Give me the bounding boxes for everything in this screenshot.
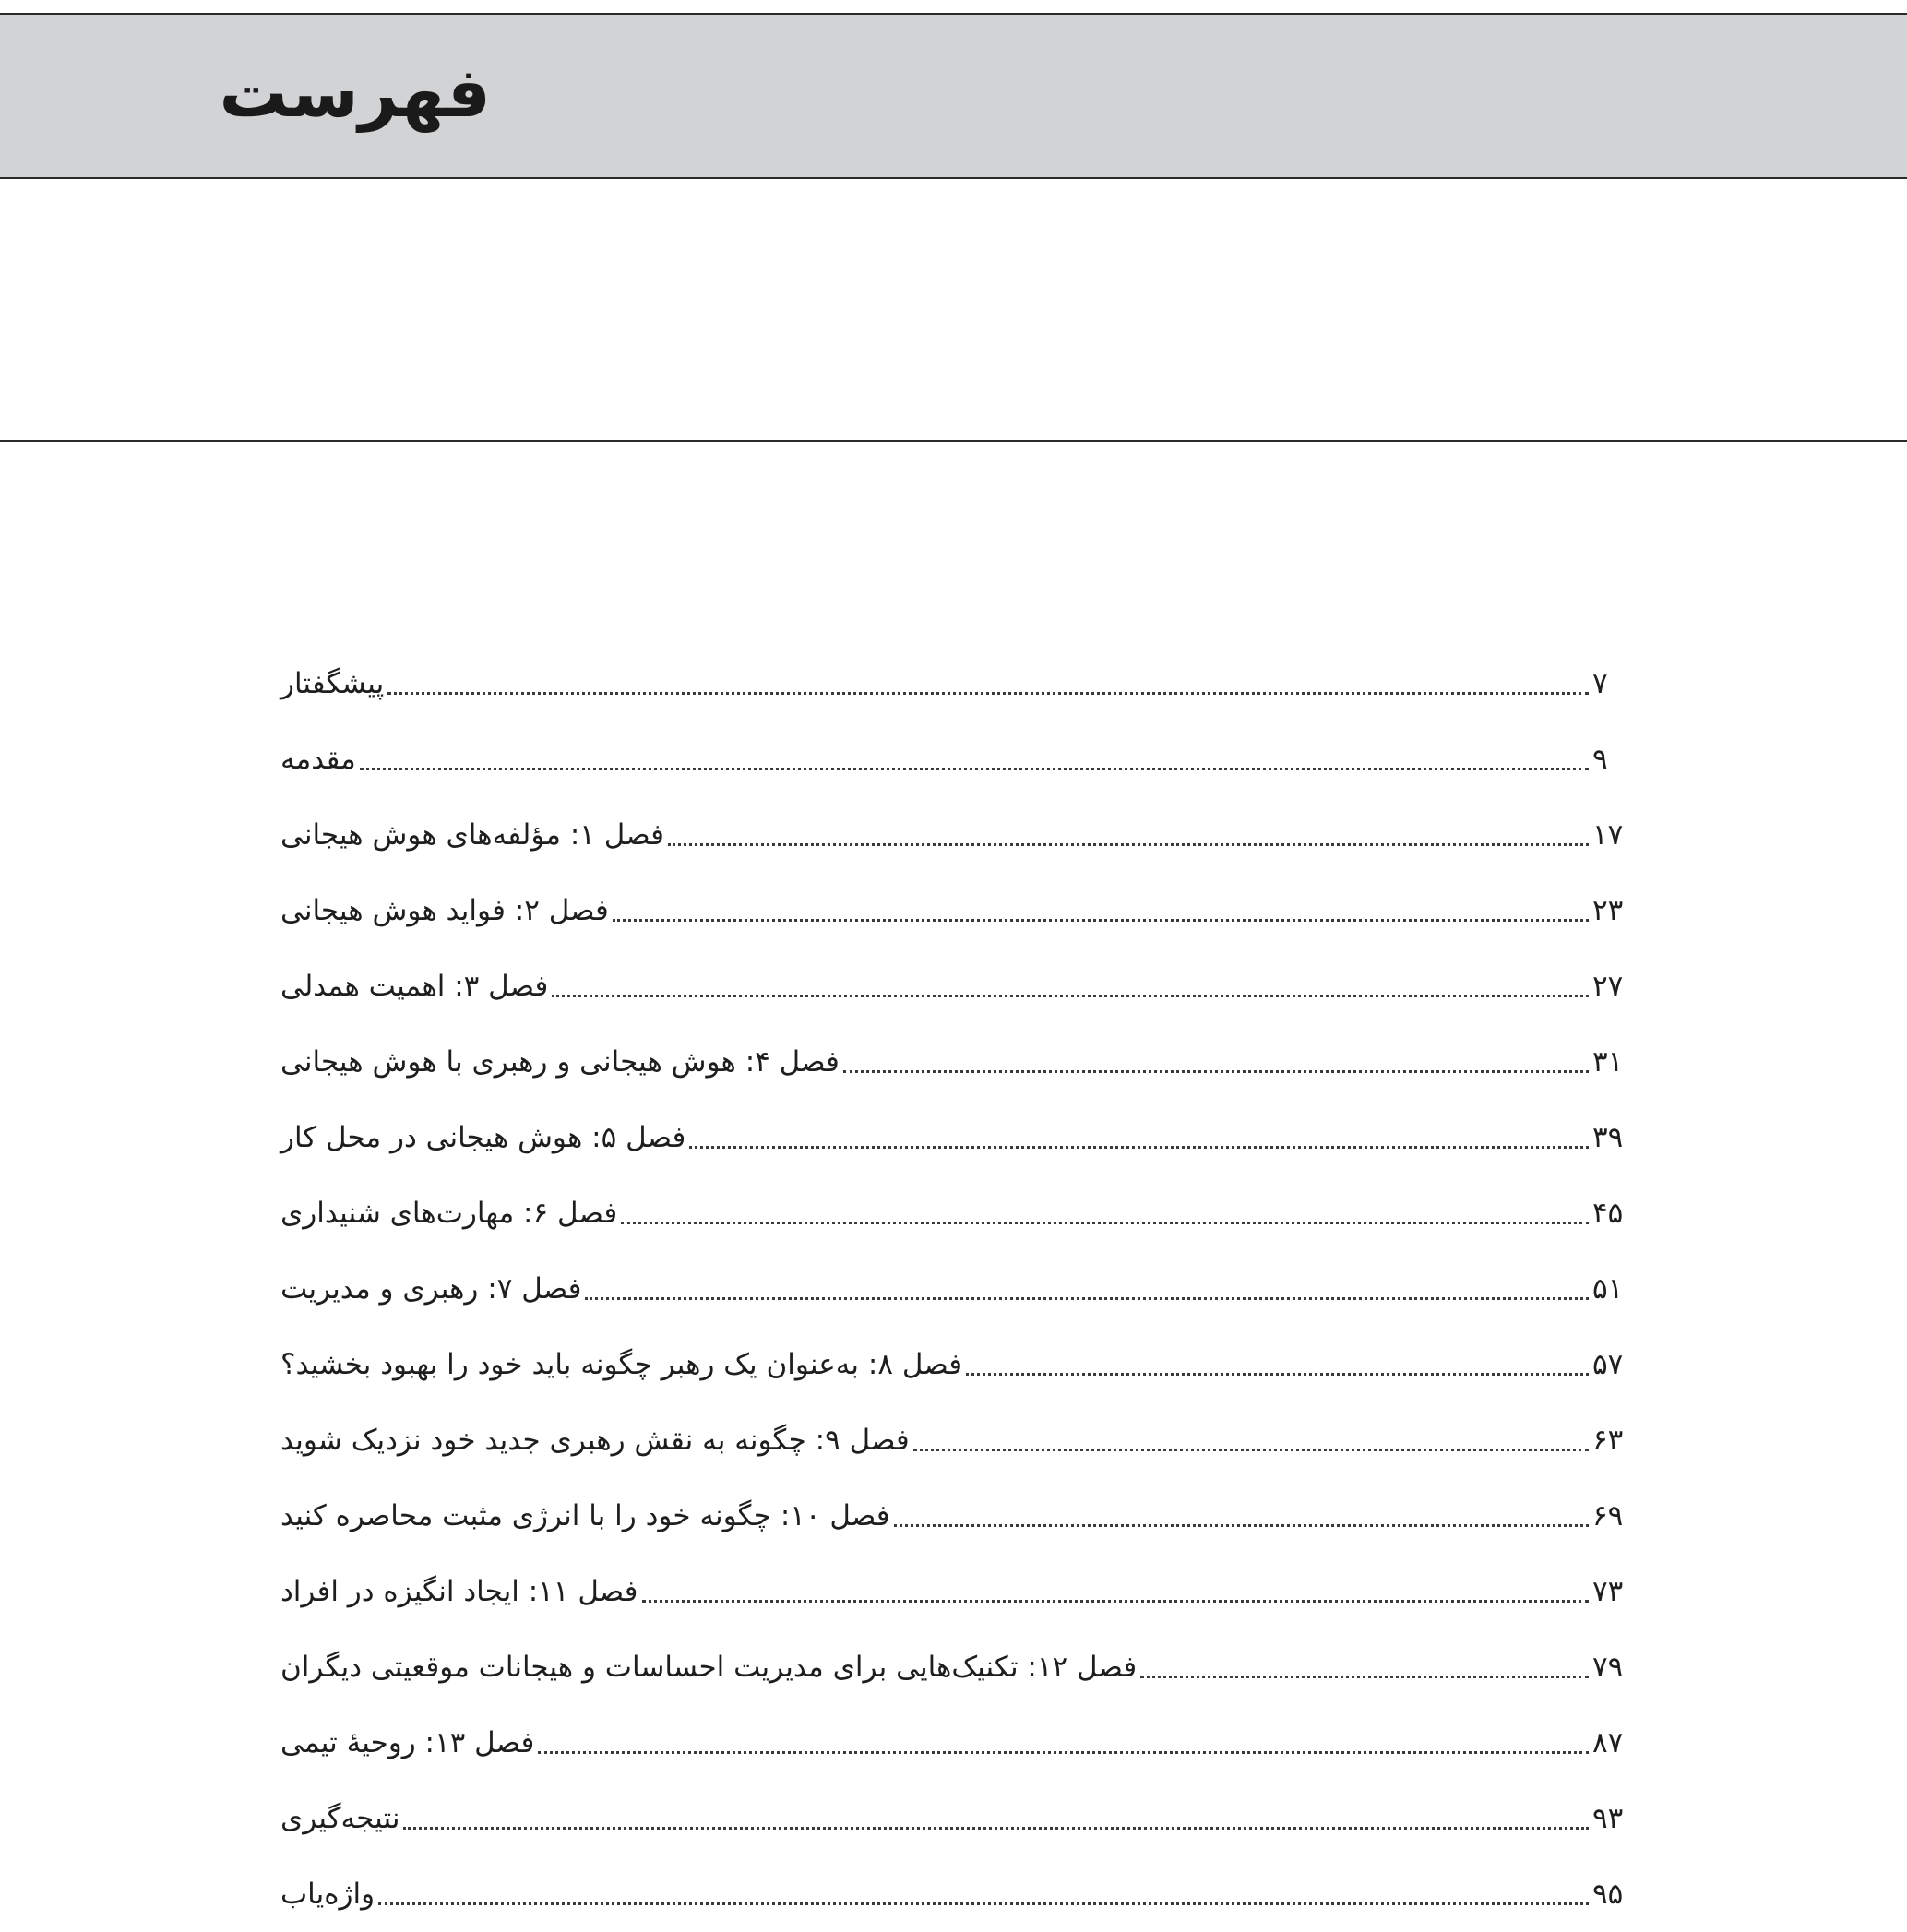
- toc-entry-title: فصل ۹: چگونه به نقش رهبری جدید خود نزدیک شوید: [280, 1424, 910, 1457]
- dot-leader: [913, 1449, 1589, 1451]
- toc-entry-title: پیشگفتار: [280, 667, 385, 700]
- dot-leader: [642, 1600, 1589, 1603]
- toc-entry-page: ۷۳: [1592, 1575, 1624, 1608]
- toc-entry-title: فصل ۱۱: ایجاد انگیزه در افراد: [280, 1575, 638, 1608]
- toc-entry-page: ۶۳: [1592, 1424, 1624, 1457]
- table-of-contents: [277, 646, 1635, 1932]
- toc-entry-title: فصل ۲: فواید هوش هیجانی: [280, 894, 609, 927]
- toc-entry-page: ۲۳: [1592, 894, 1624, 927]
- section-divider: [0, 440, 1907, 442]
- page-title: فهرست: [219, 54, 491, 133]
- toc-entry-chapter-5: [277, 1100, 1635, 1175]
- dot-leader: [360, 768, 1589, 770]
- toc-entry-page: ۱۷: [1592, 818, 1624, 852]
- toc-entry-chapter-12: [277, 1629, 1635, 1705]
- toc-entry-title: نتیجه‌گیری: [280, 1802, 400, 1835]
- toc-entry-title: فصل ۴: هوش هیجانی و رهبری با هوش هیجانی: [280, 1045, 840, 1079]
- toc-entry-title: واژه‌یاب: [280, 1878, 375, 1911]
- toc-entry-page: ۷۹: [1592, 1651, 1624, 1684]
- toc-entry-chapter-13: [277, 1705, 1635, 1781]
- toc-entry-page: ۷: [1592, 667, 1608, 700]
- toc-entry-chapter-7: [277, 1251, 1635, 1327]
- toc-entry-chapter-9: [277, 1402, 1635, 1478]
- toc-entry-page: ۵۷: [1592, 1348, 1624, 1381]
- toc-entry-title: فصل ۳: اهمیت همدلی: [280, 970, 549, 1003]
- dot-leader: [538, 1751, 1589, 1754]
- toc-entry-chapter-2: [277, 873, 1635, 948]
- toc-entry-page: ۹۳: [1592, 1802, 1624, 1835]
- toc-entry-chapter-3: [277, 948, 1635, 1024]
- dot-leader: [585, 1297, 1589, 1300]
- toc-entry-page: ۹۵: [1592, 1878, 1624, 1911]
- toc-entry-page: ۶۹: [1592, 1499, 1624, 1532]
- dot-leader: [843, 1070, 1589, 1073]
- toc-entry-title: فصل ۱۳: روحیهٔ تیمی: [280, 1726, 535, 1759]
- toc-entry-title: فصل ۶: مهارت‌های شنیداری: [280, 1197, 618, 1230]
- toc-entry-page: ۴۵: [1592, 1197, 1624, 1230]
- dot-leader: [378, 1902, 1589, 1905]
- toc-entry-chapter-8: [277, 1327, 1635, 1402]
- dot-leader: [668, 843, 1589, 846]
- toc-entry-title: مقدمه: [280, 743, 356, 776]
- dot-leader: [1140, 1676, 1589, 1678]
- toc-entry-chapter-4: [277, 1024, 1635, 1100]
- toc-entry-chapter-1: [277, 797, 1635, 873]
- toc-entry-chapter-10: [277, 1478, 1635, 1554]
- toc-entry-conclusion: [277, 1781, 1635, 1856]
- dot-leader: [966, 1373, 1589, 1376]
- toc-entry-page: ۵۱: [1592, 1272, 1624, 1306]
- toc-entry-introduction: [277, 722, 1635, 797]
- dot-leader: [894, 1524, 1589, 1527]
- toc-entry-page: ۳۹: [1592, 1121, 1624, 1154]
- toc-entry-page: ۹: [1592, 743, 1608, 776]
- toc-entry-title: فصل ۷: رهبری و مدیریت: [280, 1272, 582, 1306]
- dot-leader: [613, 919, 1589, 922]
- dot-leader: [689, 1146, 1589, 1149]
- toc-entry-page: ۳۱: [1592, 1045, 1624, 1079]
- toc-entry-preface: [277, 646, 1635, 722]
- dot-leader: [387, 692, 1589, 695]
- toc-entry-chapter-11: [277, 1554, 1635, 1629]
- toc-entry-title: فصل ۱۰: چگونه خود را با انرژی مثبت محاصره کنید: [280, 1499, 890, 1532]
- toc-entry-title: فصل ۱: مؤلفه‌های هوش هیجانی: [280, 818, 664, 852]
- toc-entry-page: ۸۷: [1592, 1726, 1624, 1759]
- toc-entry-page: ۲۷: [1592, 970, 1624, 1003]
- dot-leader: [552, 995, 1589, 997]
- toc-entry-title: فصل ۸: به‌عنوان یک رهبر چگونه باید خود را بهبود بخشید؟: [280, 1348, 963, 1381]
- dot-leader: [621, 1222, 1589, 1224]
- toc-entry-title: فصل ۱۲: تکنیک‌هایی برای مدیریت احساسات و هیجانات موقعیتی دیگران: [280, 1651, 1138, 1684]
- dot-leader: [403, 1827, 1589, 1830]
- toc-entry-glossary: [277, 1856, 1635, 1932]
- toc-entry-title: فصل ۵: هوش هیجانی در محل کار: [280, 1121, 686, 1154]
- toc-entry-chapter-6: [277, 1175, 1635, 1251]
